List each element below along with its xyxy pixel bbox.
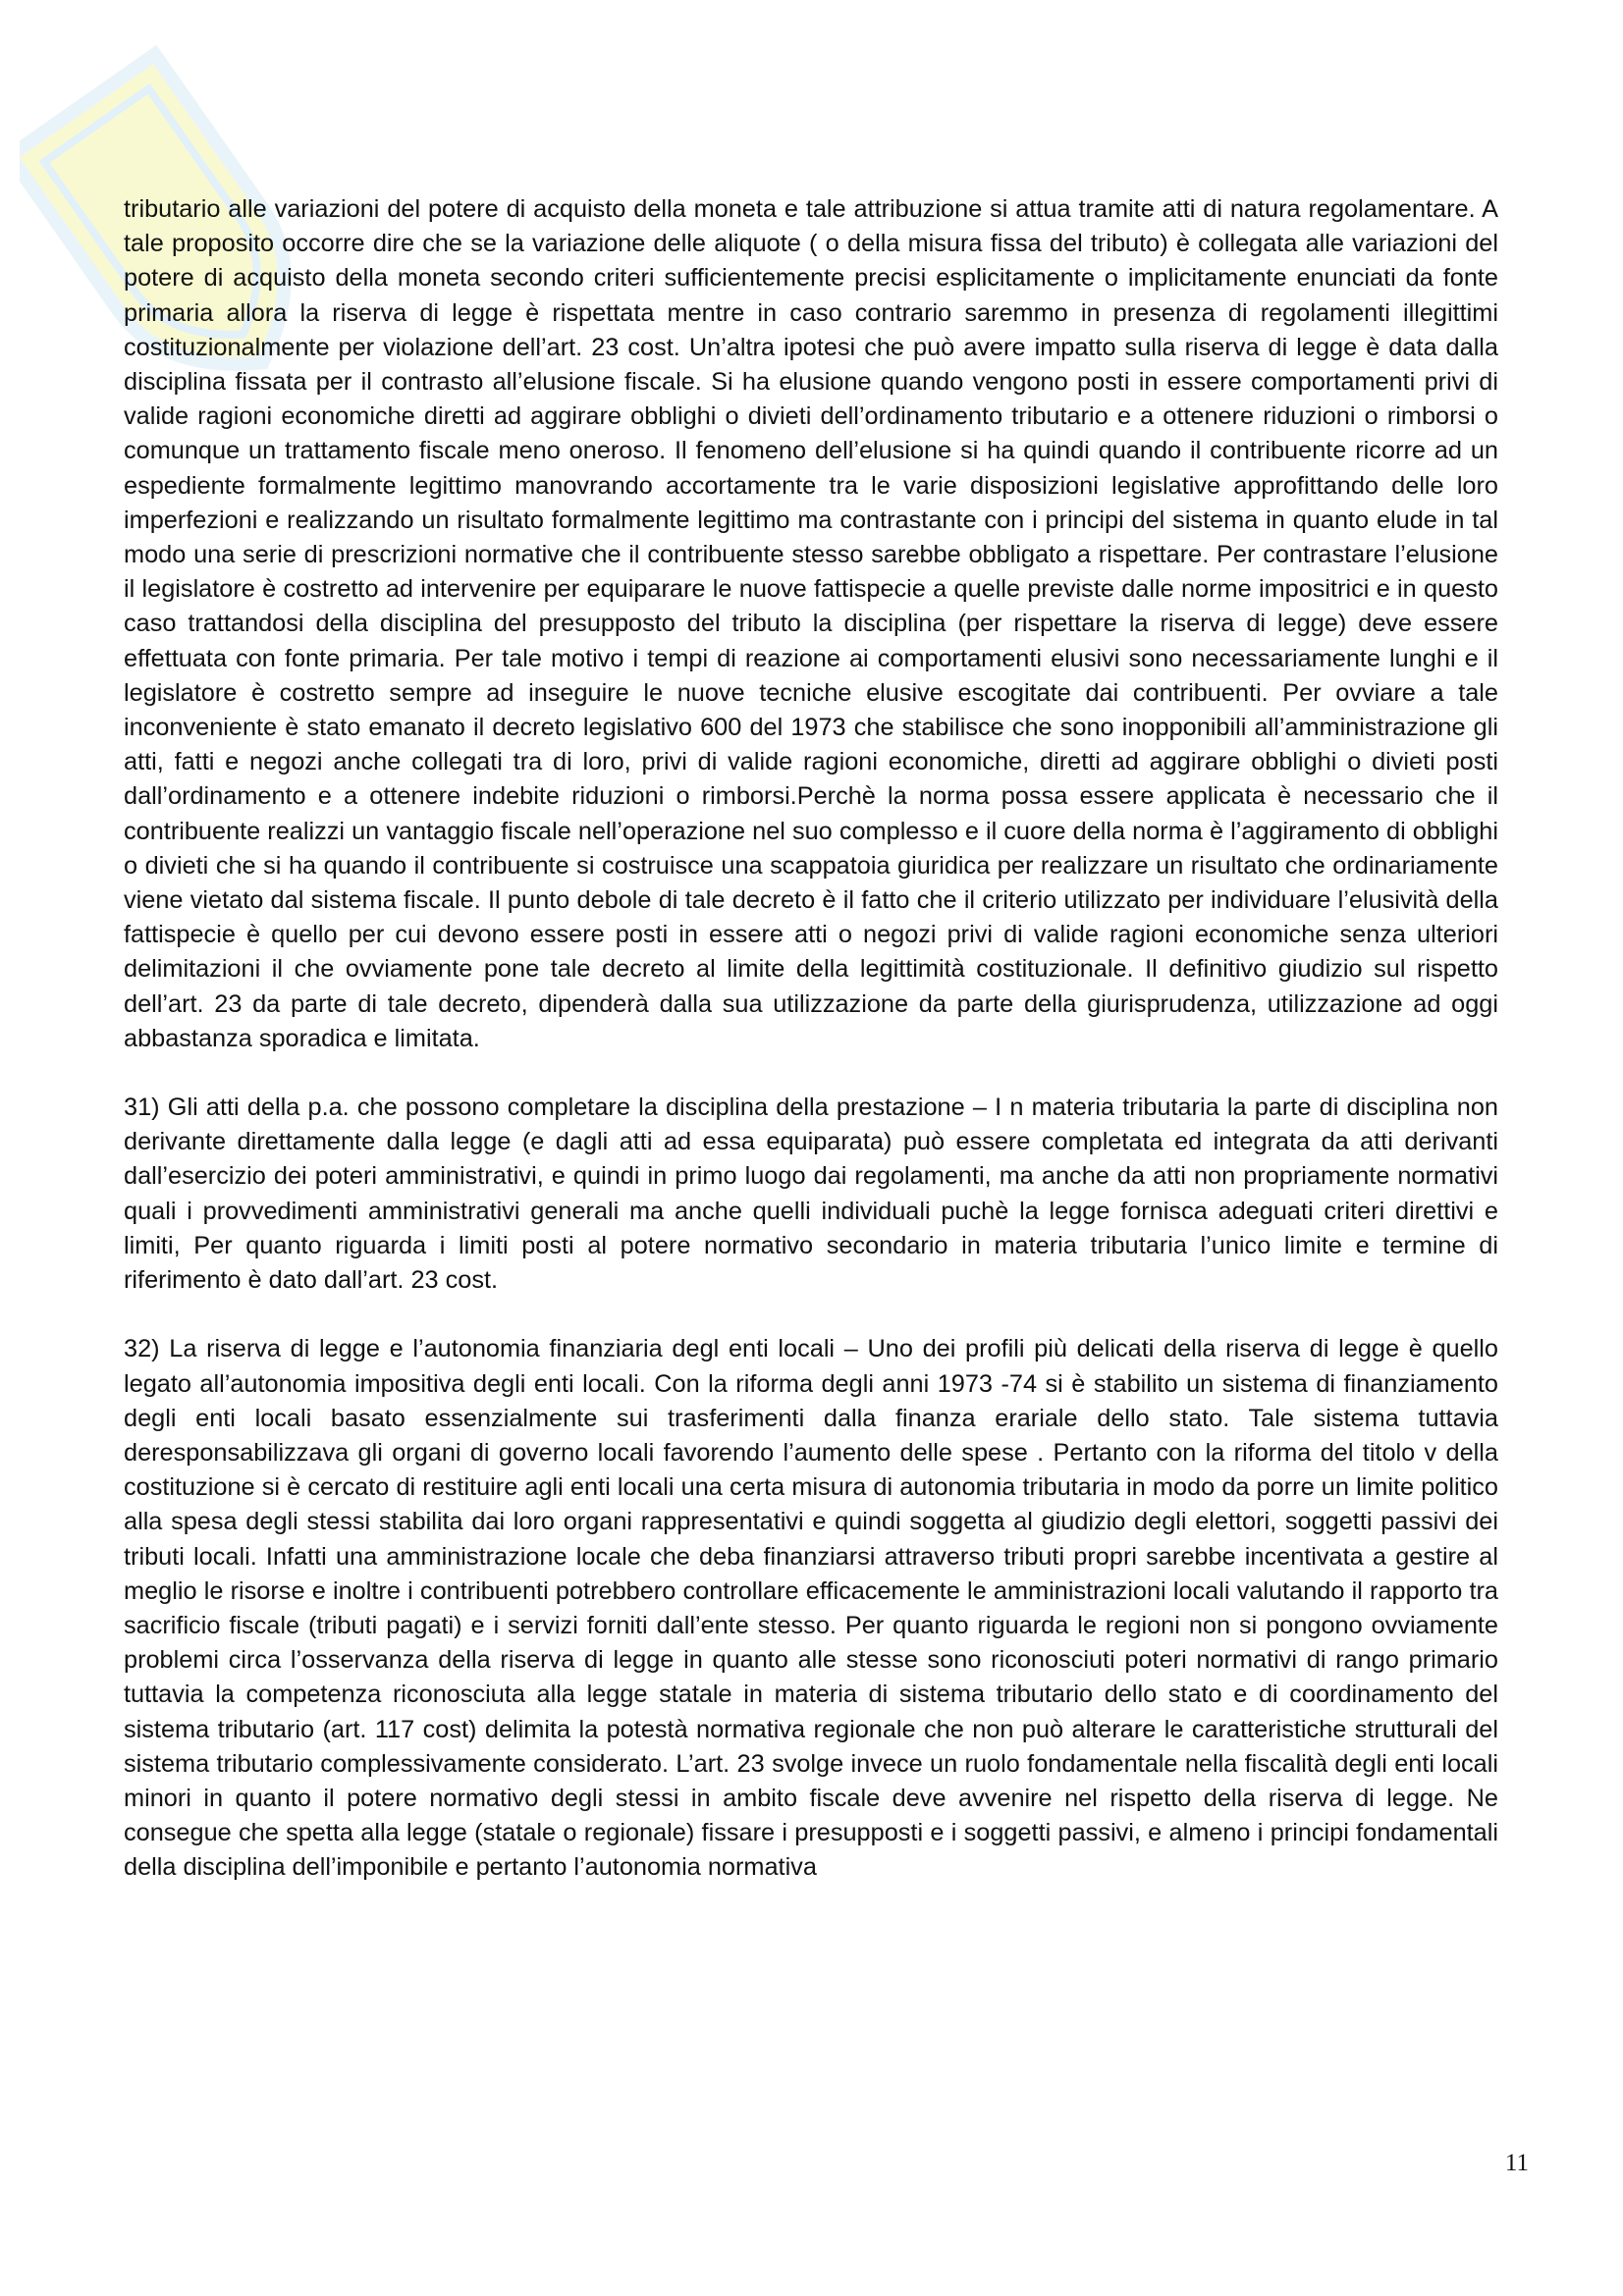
paragraph-section-31: 31) Gli atti della p.a. che possono completare la disciplina della prestazione – I n materia tributaria la parte di disciplina non derivante direttamente dalla legge (e dagli atti ad essa equiparata) può essere completata ed integrata da atti derivanti dall’esercizio dei poteri amministrativi, e quindi in primo luogo dai regolamenti, ma anche da atti non propriamente normativi quali i provvedimenti amministrativi generali ma anche quelli individuali puchè la legge fornisca adeguati criteri direttivi e limiti, Per quanto riguarda i limiti posti al potere normativo secondario in materia tributaria l’unico limite e termine di riferimento è dato dall’art. 23 cost. bbox=[124, 1094, 1498, 1295]
document-body bbox=[124, 192, 1498, 1920]
page-number: 11 bbox=[1504, 2150, 1529, 2176]
paragraph-elusione: tributario alle variazioni del potere di acquisto della moneta e tale attribuzione si attua tramite atti di natura regolamentare. A tale proposito occorre dire che se la variazione delle aliquote ( o della misura fissa del tributo) è collegata alle variazioni del potere di acquisto della moneta secondo criteri sufficientemente precisi esplicitamente o implicitamente enunciati da fonte primaria allora la riserva di legge è rispettata mentre in caso contrario saremmo in presenza di regolamenti illegittimi costituzionalmente per violazione dell’art. 23 cost. Un’altra ipotesi che può avere impatto sulla riserva di legge è data dalla disciplina fissata per il contrasto all’elusione fiscale. Si ha elusione quando vengono posti in essere comportamenti privi di valide ragioni economiche diretti ad aggirare obblighi o divieti dell’ordinamento tributario e a ottenere riduzioni o rimborsi o comunque un trattamento fiscale meno oneroso. Il fenomeno dell’elusione si ha quindi quando il contribuente ricorre ad un espediente formalmente legittimo manovrando accortamente tra le varie disposizioni legislative approfittando delle loro imperfezioni e realizzando un risultato formalmente legittimo ma contrastante con i principi del sistema in quanto elude in tal modo una serie di prescrizioni normative che il contribuente stesso sarebbe obbligato a rispettare. Per contrastare l’elusione il legislatore è costretto ad intervenire per equiparare le nuove fattispecie a quelle previste dalle norme impositrici e in questo caso trattandosi della disciplina del presupposto del tributo la disciplina (per rispettare la riserva di legge) deve essere effettuata con fonte primaria. Per tale motivo i tempi di reazione ai comportamenti elusivi sono necessariamente lunghi e il legislatore è costretto sempre ad inseguire le nuove tecniche elusive escogitate dai contribuenti. Per ovviare a tale inconveniente è stato emanato il decreto legislativo 600 del 1973 che stabilisce che sono inopponibili all’amministrazione gli atti, fatti e negozi anche collegati tra di loro, privi di valide ragioni economiche, diretti ad aggirare obblighi o divieti posti dall’ordinamento e a ottenere indebite riduzioni o rimborsi.Perchè la norma possa essere applicata è necessario che il contribuente realizzi un vantaggio fiscale nell’operazione nel suo complesso e il cuore della norma è l’aggiramento di obblighi o divieti che si ha quando il contribuente si costruisce una scappatoia giuridica per realizzare un risultato che ordinariamente viene vietato dal sistema fiscale. Il punto debole di tale decreto è il fatto che il criterio utilizzato per individuare l’elusività della fattispecie è quello per cui devono essere posti in essere atti o negozi privi di valide ragioni economiche senza ulteriori delimitazioni il che ovviamente pone tale decreto al limite della legittimità costituzionale. Il definitivo giudizio sul rispetto dell’art. 23 da parte di tale decreto, dipenderà dalla sua utilizzazione da parte della giurisprudenza, utilizzazione ad oggi abbastanza sporadica e limitata. bbox=[124, 195, 1498, 1052]
paragraph-section-32: 32) La riserva di legge e l’autonomia finanziaria degl enti locali – Uno dei profili più delicati della riserva di legge è quello legato all’autonomia impositiva degli enti locali. Con la riforma degli anni 1973 -74 si è stabilito un sistema di finanziamento degli enti locali basato essenzialmente sui trasferimenti dalla finanza erariale dello stato. Tale sistema tuttavia deresponsabilizzava gli organi di governo locali favorendo l’aumento delle spese . Pertanto con la riforma del titolo v della costituzione si è cercato di restituire agli enti locali una certa misura di autonomia tributaria in modo da porre un limite politico alla spesa degli stessi stabilita dai loro organi rappresentativi e quindi soggetta al giudizio degli elettori, soggetti passivi dei tributi locali. Infatti una amministrazione locale che deba finanziarsi attraverso tributi propri sarebbe incentivata a gestire al meglio le risorse e inoltre i contribuenti potrebbero controllare efficacemente le amministrazioni locali valutando il rapporto tra sacrificio fiscale (tributi pagati) e i servizi forniti dall’ente stesso. Per quanto riguarda le regioni non si pongono ovviamente problemi circa l’osservanza della riserva di legge in quanto alle stesse sono riconosciuti poteri normativi di rango primario tuttavia la competenza riconosciuta alla legge statale in materia di sistema tributario dello stato e di coordinamento del sistema tributario (art. 117 cost) delimita la potestà normativa regionale che non può alterare le caratteristiche strutturali del sistema tributario complessivamente considerato. L’art. 23 svolge invece un ruolo fondamentale nella fiscalità degli enti locali minori in quanto il potere normativo degli stessi in ambito fiscale deve avvenire nel rispetto della riserva di legge. Ne consegue che spetta alla legge (statale o regionale) fissare i presupposti e i soggetti passivi, e almeno i principi fondamentali della disciplina dell’imponibile e pertanto l’autonomia normativa bbox=[124, 1335, 1498, 1882]
